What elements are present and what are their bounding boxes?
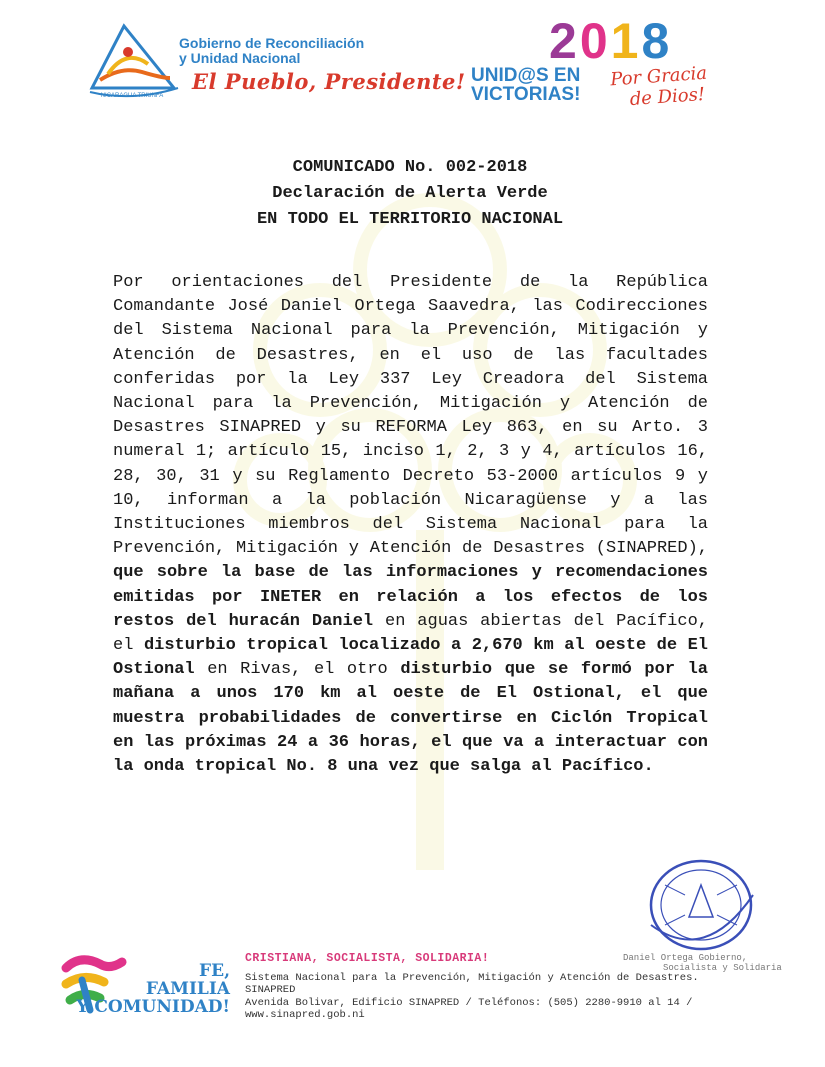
unidos-line2: VICTORIAS!	[471, 84, 581, 105]
fe-familia-line1: FE,	[199, 961, 230, 981]
por-gracia-line1: Por Gracia	[609, 62, 708, 91]
government-logo	[82, 22, 182, 98]
document-body	[113, 271, 708, 779]
footer-line2: SINAPRED	[245, 984, 296, 996]
government-header	[82, 22, 466, 102]
unidos-slogan	[471, 66, 580, 104]
footer-website: www.sinapred.gob.ni	[245, 1009, 365, 1021]
body-bold-2: disturbio tropical localizado a 2,670 km al oeste de El Ostional	[113, 636, 709, 680]
footer-info	[245, 953, 699, 1022]
government-slogan: El Pueblo, Presidente!	[192, 69, 466, 94]
fe-familia-line3: Y COMUNIDAD!	[76, 997, 230, 1017]
body-plain-3: en Rivas, el otro	[207, 660, 388, 680]
gov-logo-text: NICARAGUA TRIUNFA	[100, 93, 164, 98]
footer-line3: Avenida Bolivar, Edificio SINAPRED / Teléfonos: (505) 2280-9910 al 14 /	[245, 996, 693, 1009]
title-line3: EN TODO EL TERRITORIO NACIONAL	[256, 210, 564, 229]
por-gracia-slogan	[610, 63, 710, 112]
footer-motto: CRISTIANA, SOCIALISTA, SOLIDARIA!	[245, 952, 490, 965]
gov-name-line1: Gobierno de Reconciliación	[179, 35, 365, 51]
title-line2: Declaración de Alerta Verde	[272, 184, 548, 203]
por-gracia-line2: de Dios!	[629, 83, 706, 111]
official-seal	[645, 855, 757, 955]
year-digit: 1	[610, 13, 642, 69]
gov-name-line2: y Unidad Nacional	[179, 50, 301, 66]
year-digit: 2	[549, 13, 580, 69]
year-2018	[549, 12, 672, 70]
body-bold-1: que sobre la base de las informaciones y recomendaciones emitidas por INETER en relación a los efectos de los restos del huracán Daniel	[113, 563, 708, 631]
title-line1: COMUNICADO No. 002-2018	[292, 158, 528, 177]
unidos-line1: UNID@S EN	[471, 65, 581, 86]
seal-caption-line1: Daniel Ortega Gobierno,	[623, 953, 748, 963]
body-plain-1: Por orientaciones del Presidente de la República Comandante José Daniel Ortega Saavedra, las Codirecciones del Sistema Nacional para la Prevención, Mitigación y Atención de Desastres, en el uso de las facultades conferidas por la Ley 337 Ley Creadora del Sistema Nacional para la Prevención, Mitigación y Atención de Desastres SINAPRED y su REFORMA Ley 863, en su Arto. 3 numeral 1; artículo 15, inciso 1, 2, 3 y 4, artículos 16, 28, 30, 31 y su Reglamento Decreto 53-2000 artículos 9 y 10, informan a la población Nicaragüense y a las Instituciones miembros del Sistema Nacional para la Prevención, Mitigación y Atención de Desastres (SINAPRED),	[113, 273, 708, 559]
footer-line1: Sistema Nacional para la Prevención, Mitigación y Atención de Desastres.	[245, 971, 699, 984]
document-title	[100, 155, 720, 233]
government-name	[179, 36, 364, 66]
year-digit: 0	[579, 13, 611, 69]
seal-caption-line2: Socialista y Solidaria	[663, 963, 782, 973]
body-bold-3: disturbio que se formó por la mañana a unos 170 km al oeste de El Ostional, el que muestra probabilidades de convertirse en Ciclón Tropical en las próximas 24 a 36 horas, el que va a interactuar con la onda tropical No. 8 una vez que salga al Pacífico.	[113, 660, 708, 777]
fe-familia-line2: FAMILIA	[145, 979, 230, 999]
year-banner	[465, 13, 755, 113]
fe-familia-text	[76, 961, 230, 1017]
body-plain-2: en aguas abiertas del Pacífico, el	[113, 611, 708, 656]
year-digit: 8	[641, 13, 673, 69]
